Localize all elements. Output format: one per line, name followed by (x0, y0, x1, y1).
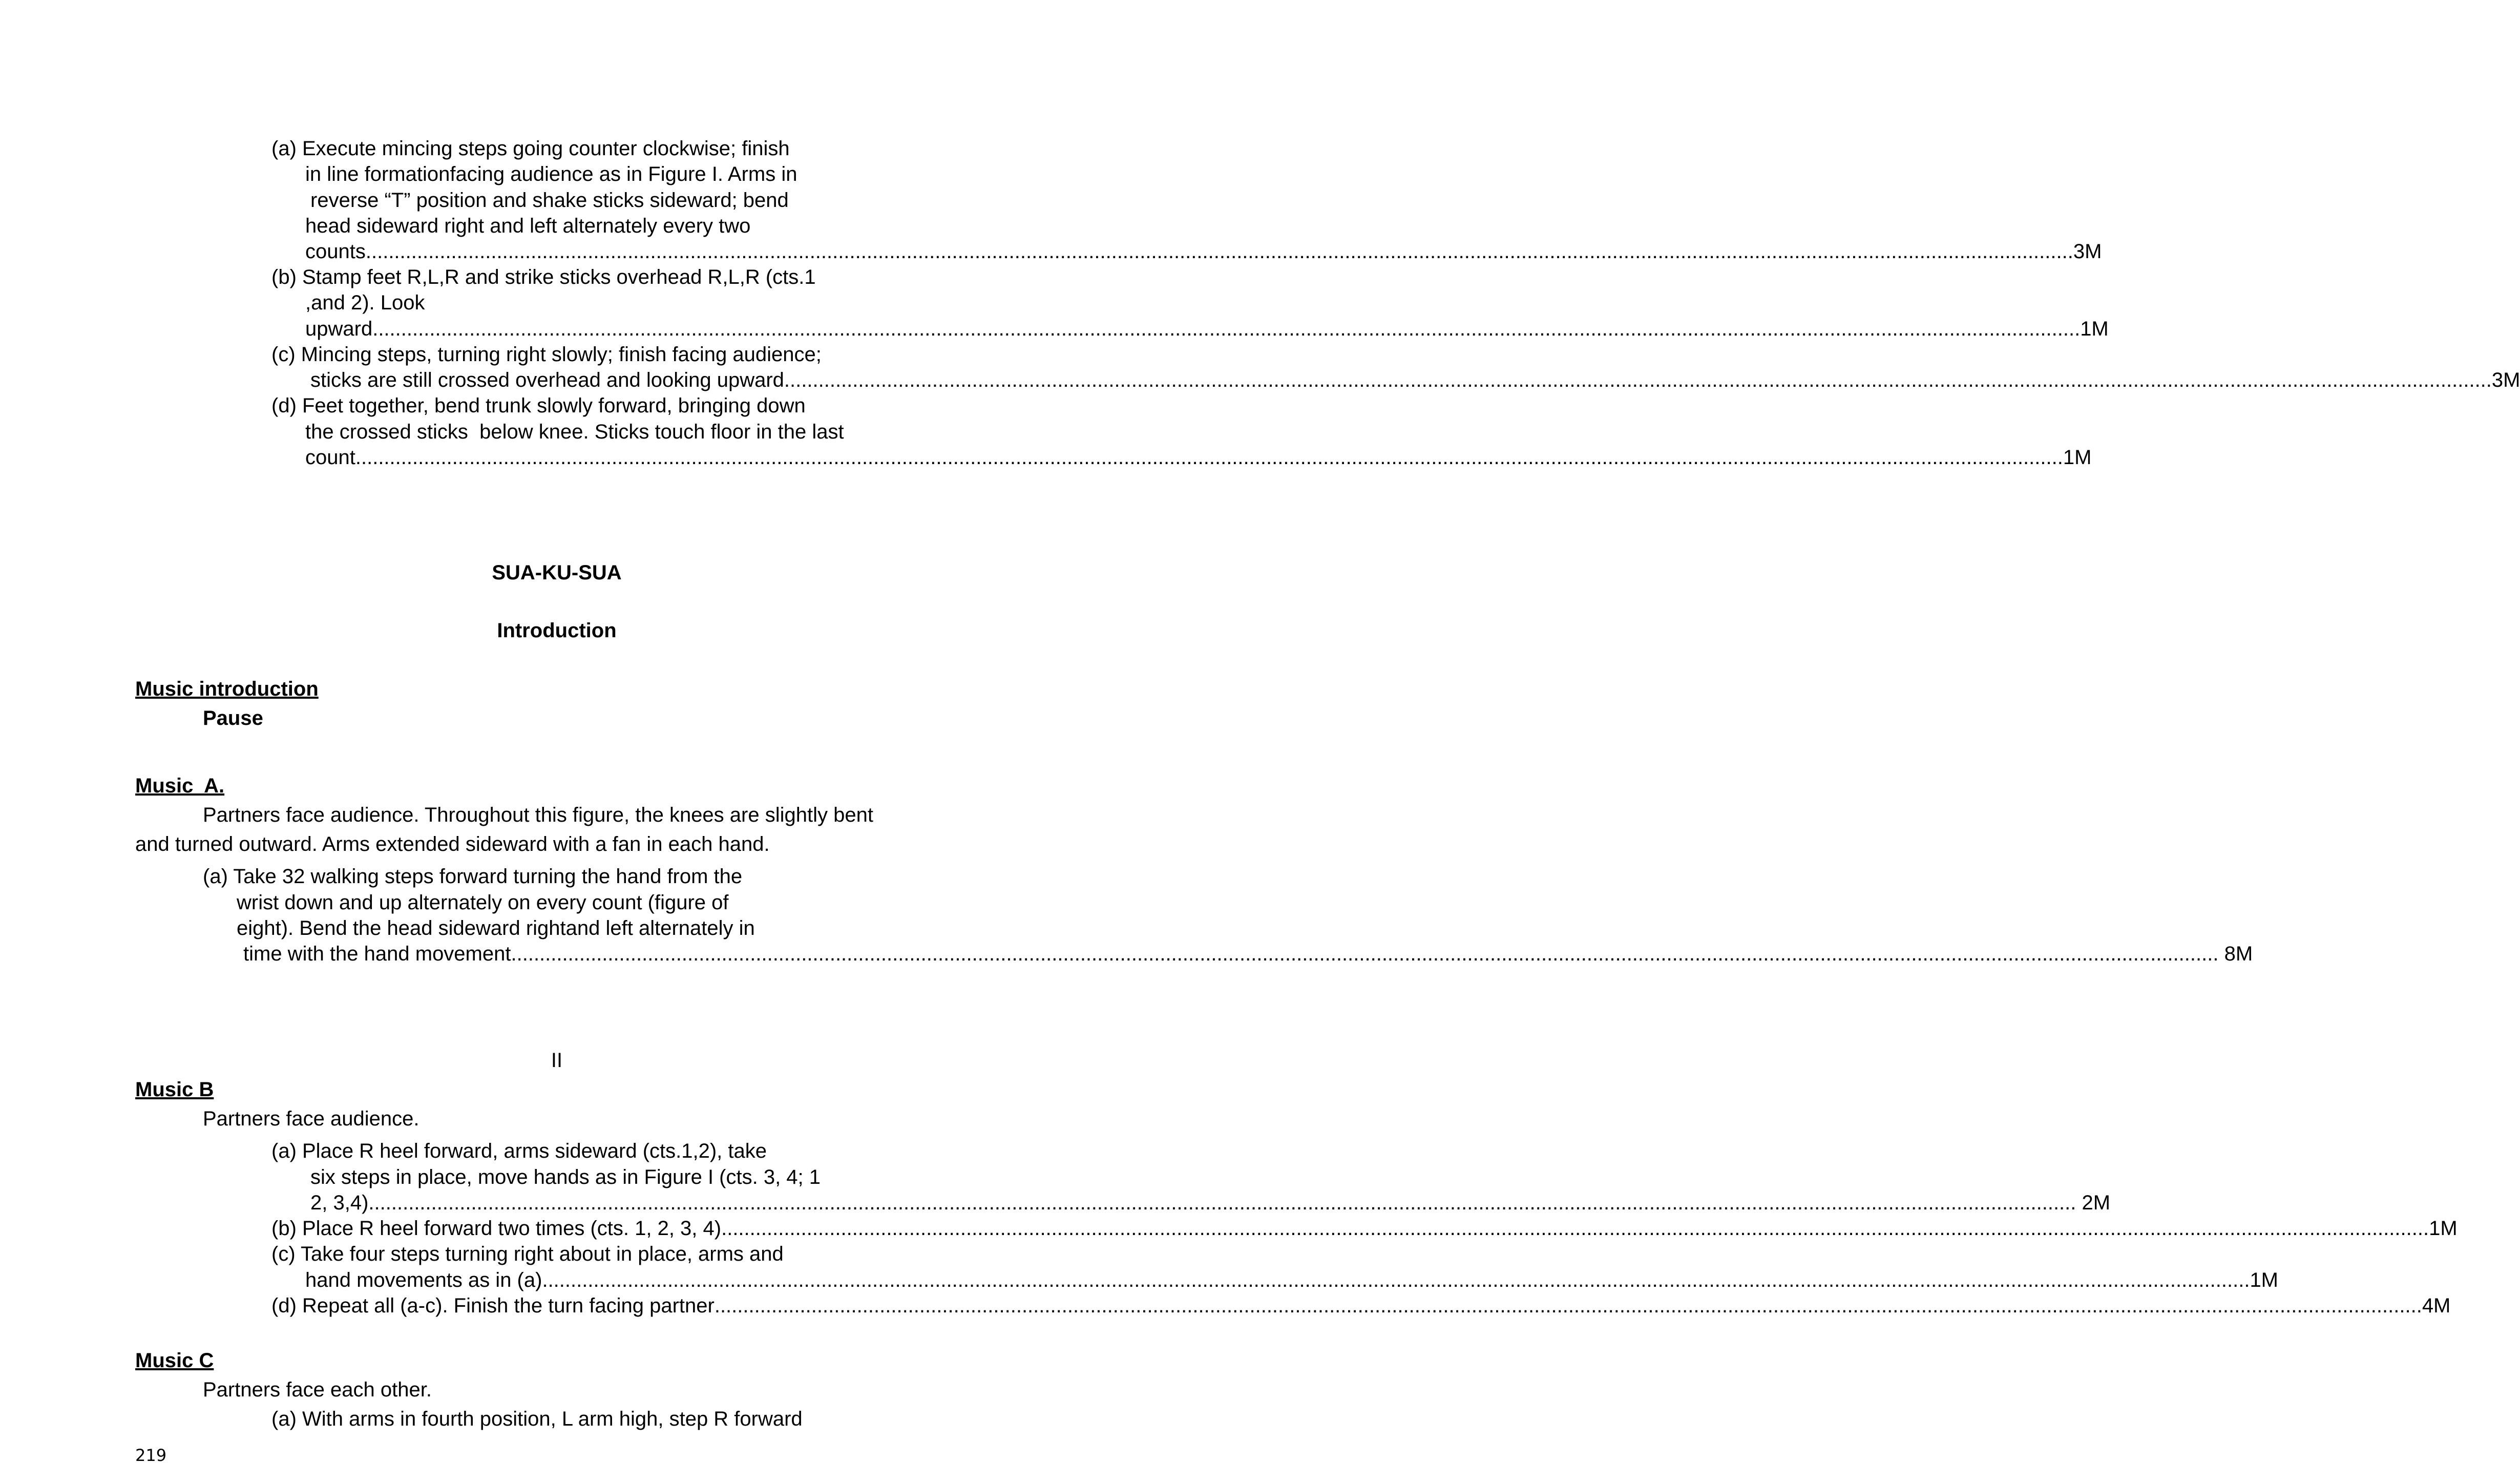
music-b-a-last: 2, 3,4) (310, 1192, 369, 1214)
music-b-b-mark: 1M (2429, 1217, 2458, 1240)
fig-end-c-line-1: (c) Mincing steps, turning right slowly; finish facing audience; (271, 343, 822, 366)
music-a-paragraph-1: Partners face audience. Throughout this figure, the knees are slightly bent (203, 804, 873, 826)
music-b-a-line-1: (a) Place R heel forward, arms sideward (cts.1,2), take (271, 1140, 767, 1162)
fig-end-a-line-4: head sideward right and left alternately every two (305, 215, 751, 237)
music-a-a-mark: 8M (2218, 943, 2253, 965)
fig-end-b-line-2: ,and 2). Look (305, 291, 425, 314)
music-b-d-mark: 4M (2422, 1294, 2451, 1317)
music-b-c-line-1: (c) Take four steps turning right about in place, arms and (271, 1243, 784, 1265)
music-b-c-last: hand movements as in (a) (305, 1269, 542, 1291)
music-b-b-last: (b) Place R heel forward two times (cts. 1, 2, 3, 4) (271, 1217, 722, 1240)
fig-end-a-mark: 3M (2073, 240, 2102, 263)
leader-dots: ............................................................................................................................................................................................................................................................................................................ (365, 240, 2073, 263)
section-introduction: Introduction (497, 619, 617, 642)
dance-title: SUA-KU-SUA (492, 561, 622, 584)
fig-end-a-line-3: reverse “T” position and shake sticks sideward; bend (310, 189, 789, 212)
music-b-b-measure-line (271, 1216, 2458, 1241)
section-ii: II (551, 1049, 563, 1072)
music-a-a-line-1: (a) Take 32 walking steps forward turning the hand from the (203, 865, 743, 888)
leader-dots: ............................................................................................................................................................................................................................................................................................................ (511, 943, 2219, 965)
fig-end-c-mark: 3M (2491, 369, 2520, 391)
music-b-c-measure-line (305, 1267, 2279, 1293)
fig-end-a-line-1: (a) Execute mincing steps going counter clockwise; finish (271, 137, 790, 160)
music-a-heading: Music A. (135, 775, 225, 797)
fig-end-b-line-1: (b) Stamp feet R,L,R and strike sticks overhead R,L,R (cts.1 (271, 266, 816, 288)
fig-end-d-mark: 1M (2063, 446, 2092, 469)
leader-dots: ............................................................................................................................................................................................................................................................................................................ (721, 1217, 2429, 1240)
leader-dots: ............................................................................................................................................................................................................................................................................................................ (542, 1269, 2250, 1291)
music-a-a-line-2: wrist down and up alternately on every count (figure of (237, 891, 729, 914)
music-b-a-mark: 2M (2076, 1192, 2111, 1214)
fig-end-d-line-2: the crossed sticks below knee. Sticks touch floor in the last (305, 421, 844, 443)
fig-end-c-measure-line (310, 367, 2520, 393)
music-b-d-last: (d) Repeat all (a-c). Finish the turn facing partner (271, 1294, 715, 1317)
fig-end-c-last: sticks are still crossed overhead and looking upward (310, 369, 784, 391)
music-intro-pause: Pause (203, 707, 263, 729)
fig-end-d-last: count (305, 446, 355, 469)
music-a-paragraph-2: and turned outward. Arms extended sideward with a fan in each hand. (135, 833, 770, 855)
music-a-a-measure-line (243, 941, 2253, 967)
fig-end-a-line-2: in line formationfacing audience as in Figure I. Arms in (305, 163, 797, 185)
music-a-a-last: time with the hand movement (243, 943, 511, 965)
leader-dots: ............................................................................................................................................................................................................................................................................................................ (714, 1294, 2422, 1317)
music-b-d-measure-line (271, 1293, 2451, 1319)
fig-end-b-measure-line (305, 316, 2109, 342)
fig-end-b-mark: 1M (2080, 318, 2109, 340)
music-intro-heading: Music introduction (135, 678, 319, 700)
music-b-a-measure-line (310, 1190, 2111, 1216)
fig-end-d-measure-line (305, 445, 2092, 470)
fig-end-a-measure-line (305, 239, 2102, 264)
leader-dots: ............................................................................................................................................................................................................................................................................................................ (355, 446, 2063, 469)
music-c-paragraph-1: Partners face each other. (203, 1378, 432, 1401)
music-b-paragraph-1: Partners face audience. (203, 1107, 419, 1130)
fig-end-b-last: upward (305, 318, 373, 340)
fig-end-a-last: counts (305, 240, 366, 263)
leader-dots: ............................................................................................................................................................................................................................................................................................................ (372, 318, 2081, 340)
leader-dots: ............................................................................................................................................................................................................................................................................................................ (784, 369, 2492, 391)
music-c-heading: Music C (135, 1349, 214, 1372)
leader-dots: ............................................................................................................................................................................................................................................................................................................ (368, 1192, 2076, 1214)
page-number: 219 (135, 1446, 167, 1465)
music-b-c-mark: 1M (2250, 1269, 2279, 1291)
music-c-a-line-1: (a) With arms in fourth position, L arm high, step R forward (271, 1408, 803, 1430)
fig-end-d-line-1: (d) Feet together, bend trunk slowly forward, bringing down (271, 394, 806, 417)
music-b-a-line-2: six steps in place, move hands as in Figure I (cts. 3, 4; 1 (310, 1166, 821, 1188)
music-a-a-line-3: eight). Bend the head sideward rightand left alternately in (237, 917, 755, 939)
music-b-heading: Music B (135, 1078, 214, 1101)
